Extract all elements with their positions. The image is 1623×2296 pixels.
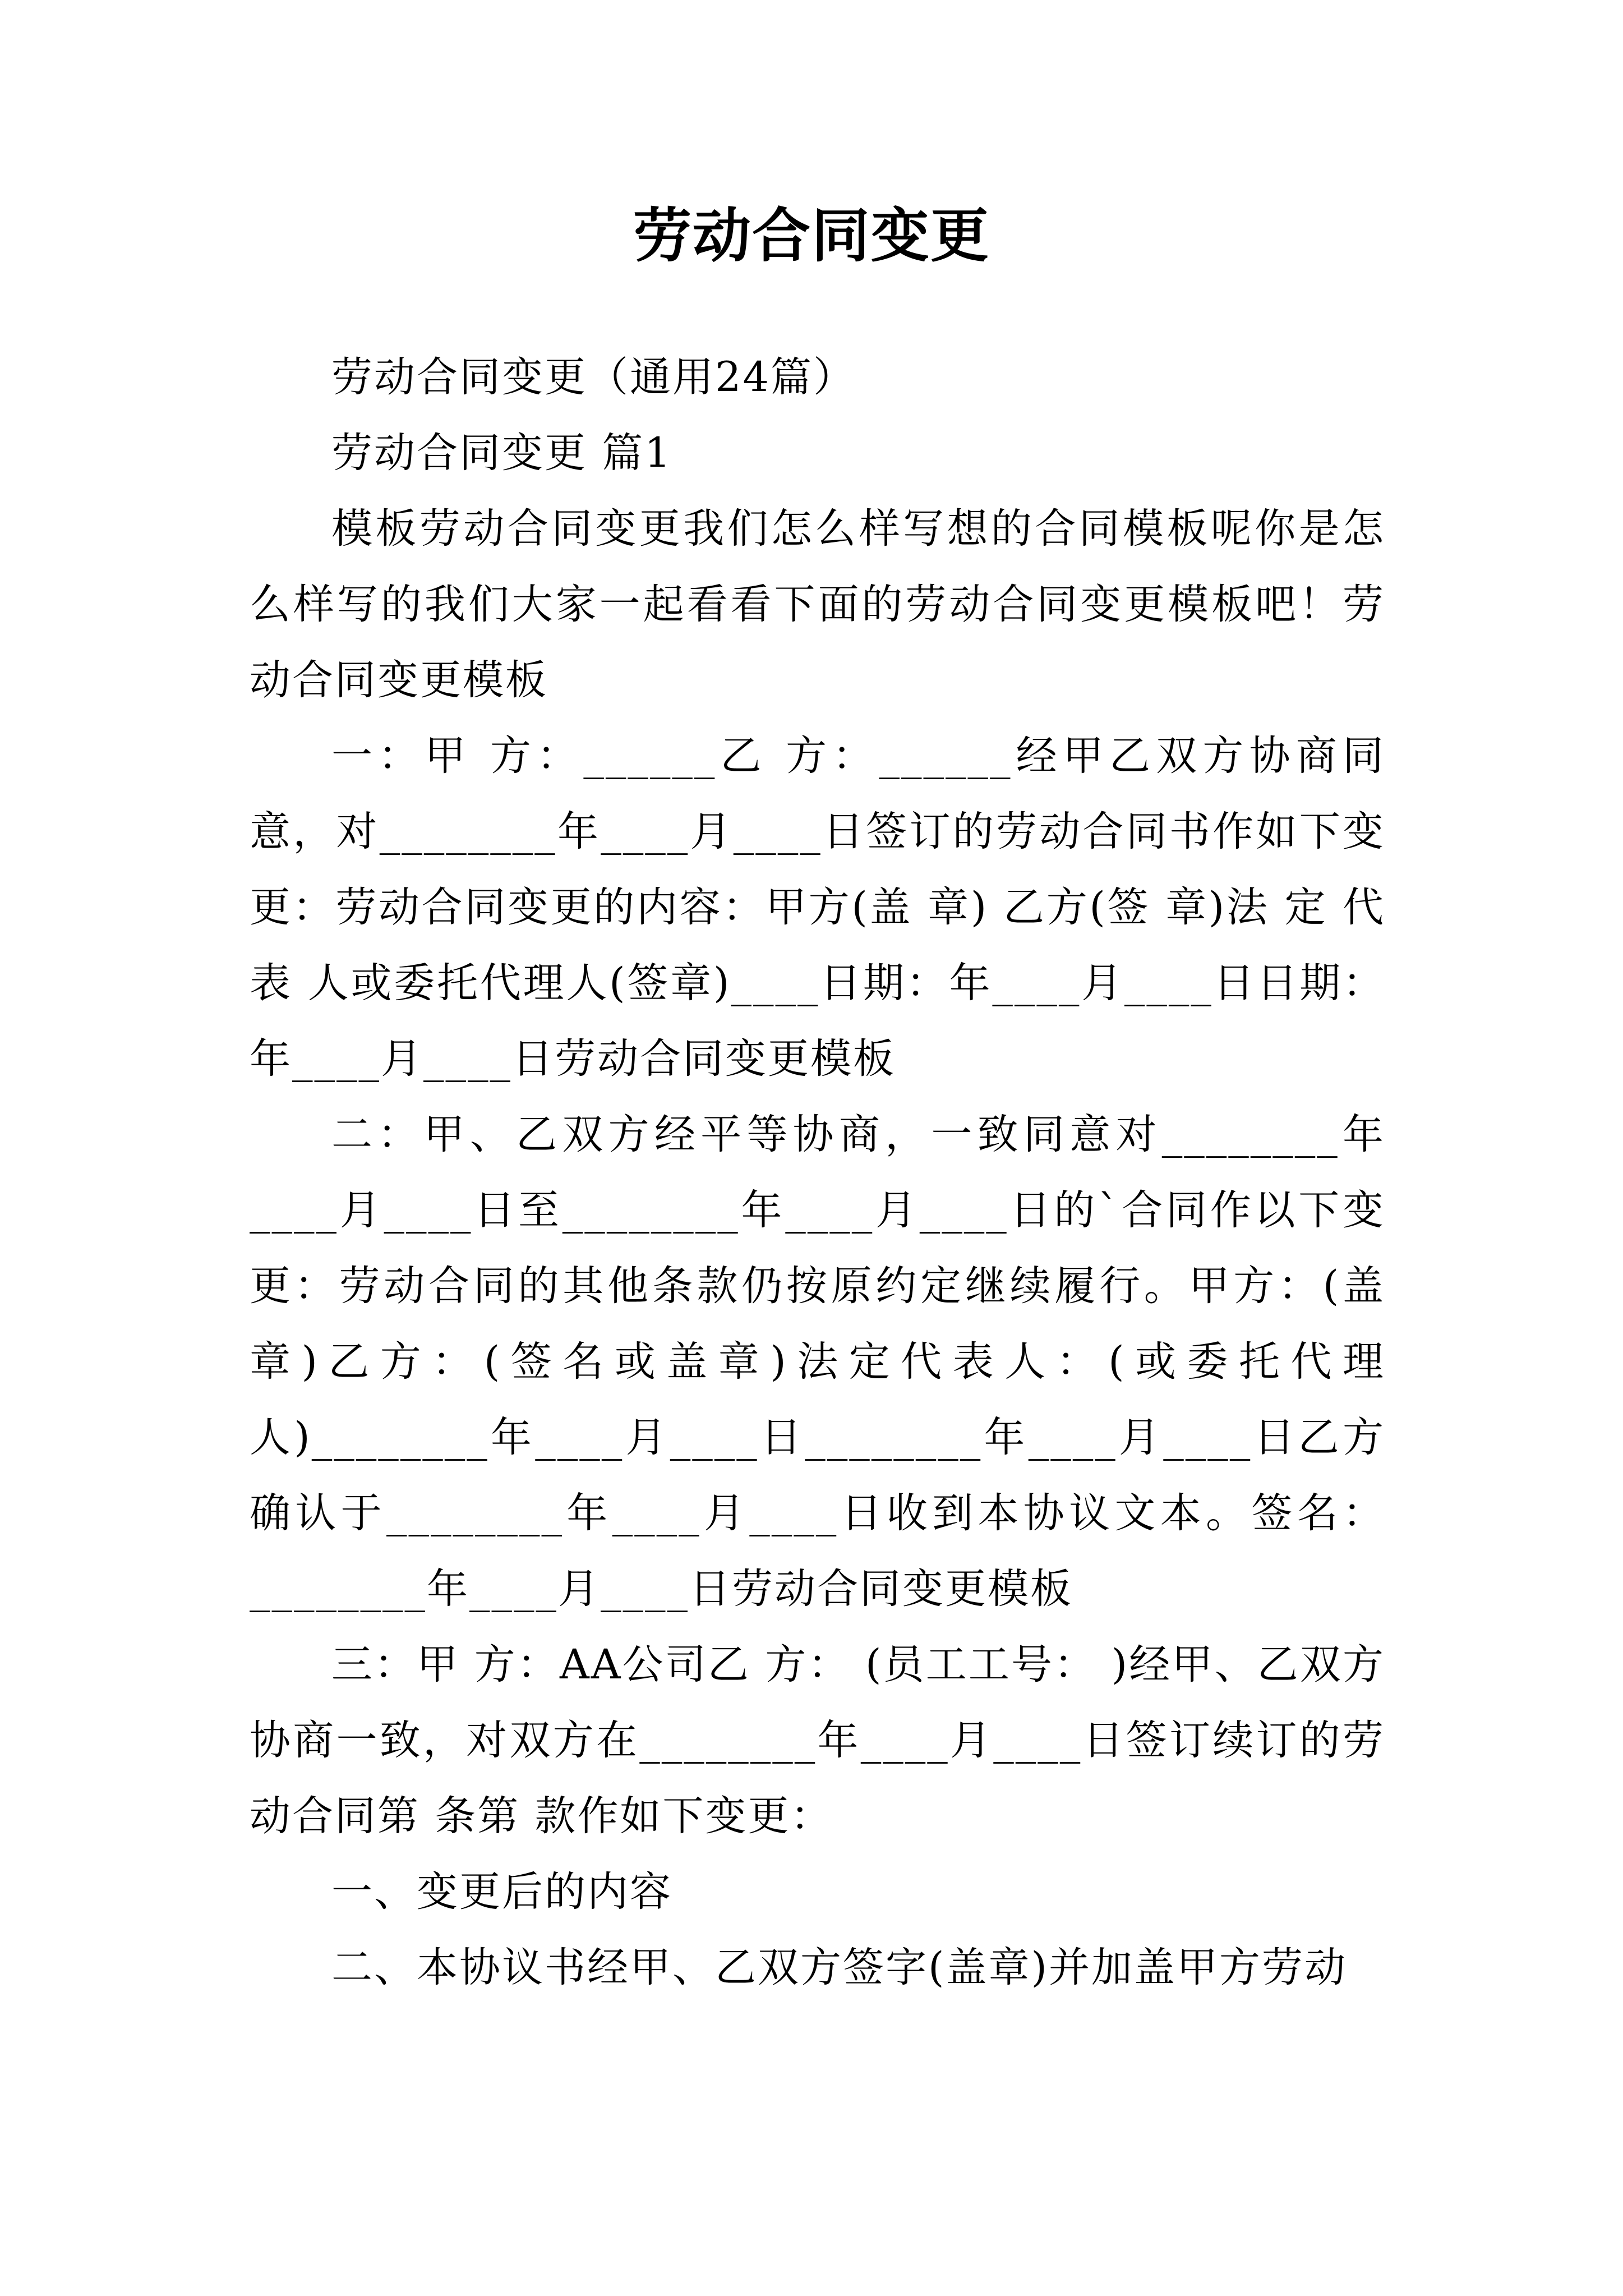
- document-title: 劳动合同变更: [633, 201, 990, 270]
- paragraph: 劳动合同变更（通用24篇）: [331, 353, 856, 401]
- paragraph: 一、变更后的内容: [331, 1868, 672, 1916]
- paragraph: 二、本协议书经甲、乙双方签字(盖章)并加盖甲方劳动: [331, 1944, 1347, 1991]
- paragraph: 模板劳动合同变更我们怎么样写想的合同模板呢你是怎么样写的我们大家一起看看下面的劳动合同变更模板吧！劳动合同变更模板: [250, 505, 1385, 704]
- paragraph: 三：甲 方：AA公司乙 方： (员工工号： )经甲、乙双方协商一致，对双方在________年____月____日签订续订的劳动合同第 条第 款作如下变更：: [250, 1641, 1385, 1840]
- paragraph: 劳动合同变更 篇1: [331, 429, 672, 477]
- paragraph: 二：甲、乙双方经平等协商，一致同意对________年____月____日至________年____月____日的`合同作以下变更：劳动合同的其他条款仍按原约定继续履行。甲方：(盖章)乙方：(签名或盖章)法定代表人：(或委托代理人)________年____月____日________年____月____日乙方确认于________年____月____日收到本协议文本。签名：________年____月____日劳动合同变更模板: [250, 1111, 1385, 1613]
- document-body: [250, 339, 1385, 2005]
- paragraph: 一：甲 方：______乙 方：______经甲乙双方协商同意，对________年____月____日签订的劳动合同书作如下变更：劳动合同变更的内容：甲方(盖 章) 乙方(签 章)法 定 代 表 人或委托代理人(签章)____日期：年____月____日日期：年____月____日劳动合同变更模板: [250, 732, 1385, 1083]
